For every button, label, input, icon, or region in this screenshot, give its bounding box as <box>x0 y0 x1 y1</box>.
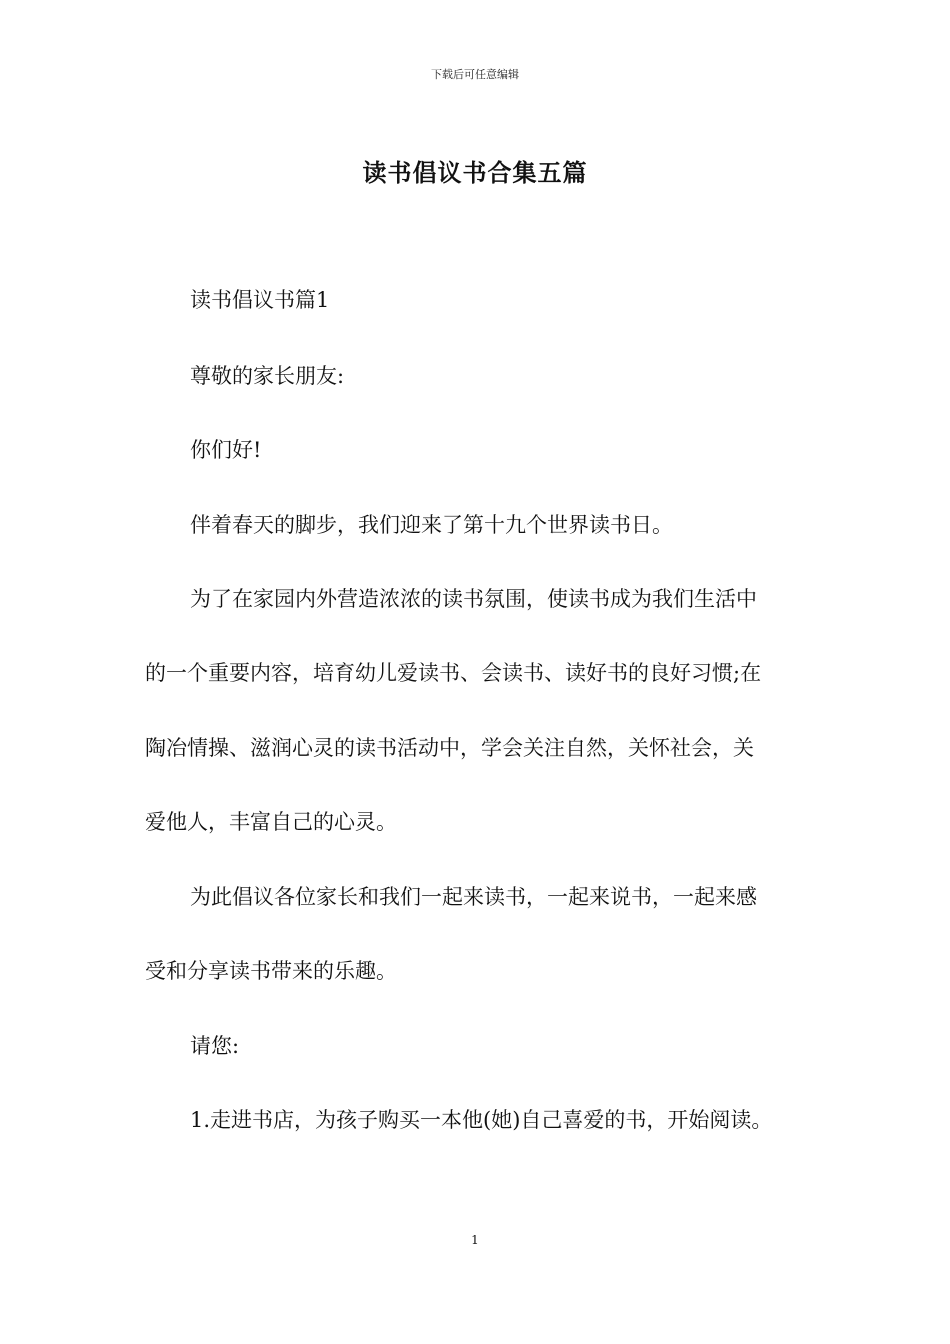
paragraph-line: 伴着春天的脚步，我们迎来了第十九个世界读书日。 <box>190 513 673 537</box>
paragraph-line: 为了在家园内外营造浓浓的读书氛围，使读书成为我们生活中 <box>190 587 757 611</box>
paragraph-line: 为此倡议各位家长和我们一起来读书，一起来说书，一起来感 <box>190 885 757 909</box>
request-heading: 请您: <box>190 1034 240 1058</box>
section-heading: 读书倡议书篇1 <box>190 288 330 312</box>
paragraph-line: 受和分享读书带来的乐趣。 <box>145 959 397 983</box>
document-title: 读书倡议书合集五篇 <box>362 158 588 187</box>
paragraph-line: 爱他人，丰富自己的心灵。 <box>145 810 397 834</box>
paragraph-line: 陶冶情操、滋润心灵的读书活动中，学会关注自然，关怀社会，关 <box>145 736 754 760</box>
list-item: 1.走进书店，为孩子购买一本他(她)自己喜爱的书，开始阅读。 <box>190 1108 773 1132</box>
page-number: 1 <box>471 1233 479 1247</box>
header-note: 下载后可任意编辑 <box>431 68 519 81</box>
paragraph-line: 的一个重要内容，培育幼儿爱读书、会读书、读好书的良好习惯;在 <box>145 661 762 685</box>
greeting: 你们好! <box>190 438 262 462</box>
salutation: 尊敬的家长朋友: <box>190 364 345 388</box>
